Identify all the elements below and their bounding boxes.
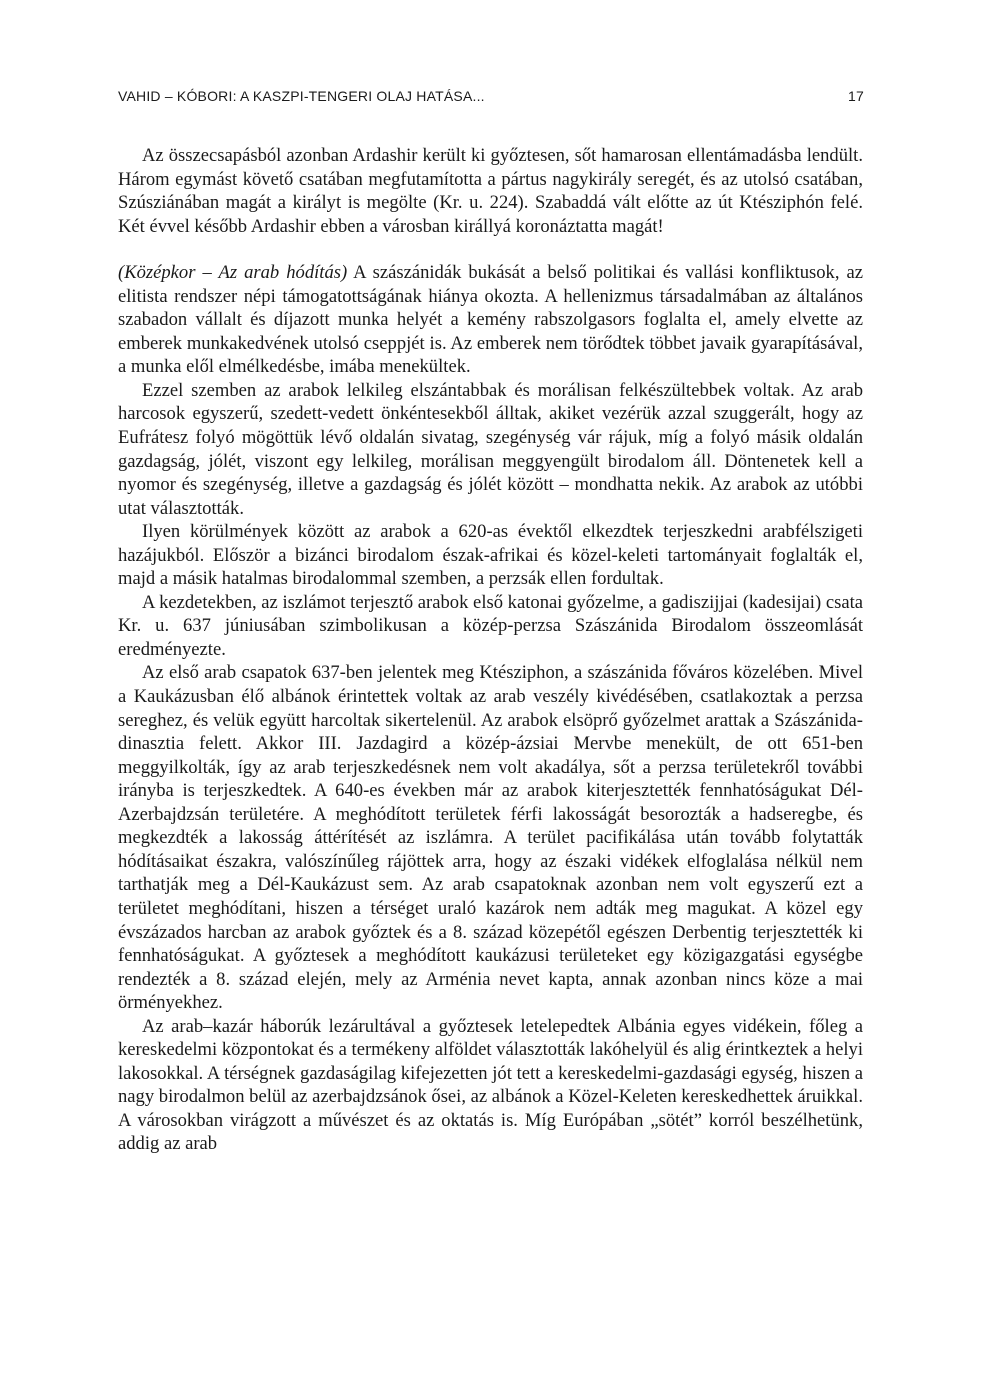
running-title: VAHID – KÓBORI: A KASZPI-TENGERI OLAJ HATÁSA... xyxy=(118,88,485,104)
paragraph: Az összecsapásból azonban Ardashir került ki győztesen, sőt hamarosan ellentámadásba lendült. Három egymást követő csatában megfutamította a pártus nagykirály seregét, és az utolsó csatában, Szúsziánában magát a királyt is megölte (Kr. u. 224). Szabaddá vált előtte az út Ktésziphón felé. Két évvel később Ardashir ebben a városban királlyá koronáztatta magát! xyxy=(118,145,863,237)
paragraph xyxy=(118,261,863,379)
paragraph: Az első arab csapatok 637-ben jelentek meg Ktésziphon, a szászánida főváros közelében. Mivel a Kaukázusban élő albánok érintettek voltak az arab veszély kivédésében, csatlakoztak a perzsa sereghez, és velük együtt harcoltak sikertelenül. Az arabok elsöprő győzelmet arattak a Szászánida-dinasztia felett. Akkor III. Jazdagird a közép-ázsiai Mervbe menekült, de ott 651-ben meggyilkolták, így az arab terjeszkedésnek nem volt akadálya, sőt a perzsa területekről további irányba is terjeszkedtek. A 640-es években már az arabok kiterjesztették fennhatóságukat Dél-Azerbajdzsán területére. A meghódított területek férfi lakosságát besorozták a hadseregbe, és megkezdték a lakosság áttérítését az iszlámra. A terület pacifikálása után tovább folytatták hódításaikat északra, valószínűleg rájöttek arra, hogy az északi vidékek elfoglalása nélkül nem tarthatják meg a Dél-Kaukázust sem. Az arab csapatoknak azonban nem volt egyszerű ezt a területet meghódítani, hiszen a térséget uraló kazárok nem adták meg magukat. A közel egy évszázados harcban az arabok győztek és a 8. század közepétől egészen Derbentig terjesztették ki fennhatóságukat. A győztesek a meghódított kaukázusi területeket egy közigazgatási egységbe rendezték a 8. század elején, mely az Arménia nevet kapta, annak azonban nincs köze a mai örményekhez. xyxy=(118,662,863,1014)
paragraph: Az arab–kazár háborúk lezárultával a győztesek letelepedtek Albánia egyes vidékein, főleg a kereskedelmi központokat és a termékeny alföldet választották lakóhelyül és alig érintkeztek a helyi lakosokkal. A térségnek gazdaságilag kifejezetten jót tett a kereskedelmi-gazdasági egység, hiszen a nagy birodalmon belül az azerbajdzsánok ősei, az albánok a Közel-Keleten kereskedhettek áruikkal. A városokban virágzott a művészet és az oktatás is. Míg Európában „sötét” korról beszélhetünk, addig az arab xyxy=(118,1015,863,1155)
page-number: 17 xyxy=(848,88,864,104)
paragraph: Ilyen körülmények között az arabok a 620-as évektől elkezdtek terjeszkedni arabfélszigeti hazájukból. Először a bizánci birodalom észak-afrikai és közel-keleti tartományait foglalták el, majd a másik hatalmas birodalommal szemben, a perzsák ellen fordultak. xyxy=(118,521,863,590)
paragraph: Ezzel szemben az arabok lelkileg elszántabbak és morálisan felkészültebbek voltak. Az arab harcosok egyszerű, szedett-vedett önkéntesekből álltak, akiket vezérük azzal szuggerált, hogy az Eufrátesz folyó mögöttük lévő oldalán sivatag, szegénység vár rájuk, míg a folyó másik oldalán gazdagság, jólét, viszont egy lelkileg, morálisan meggyengült birodalom áll. Döntenetek kell a nyomor és szegénység, illetve a gazdagság és jólét között – mondhatta nekik. Az arabok az utóbbi utat választották. xyxy=(118,379,863,519)
paragraph: A kezdetekben, az iszlámot terjesztő arabok első katonai győzelme, a gadiszijjai (kadesijai) csata Kr. u. 637 júniusában szimbolikusan a közép-perzsa Szászánida Birodalom összeomlását eredményezte. xyxy=(118,591,863,660)
paragraph-text: A szászánidák bukását a belső politikai és vallási konfliktusok, az elitista rendszer népi támogatottságának hiánya okozta. A hellenizmus társadalmában az általános szabadon vállalt és díjazott munka helyét a kemény rabszolgasors foglalta el, amely elvette az emberek munkakedvének utolsó cseppjét is. Az emberek nem törődtek többet javaik gyarapításával, a munka elől elmélkedésbe, imába menekültek. xyxy=(118,262,863,378)
body-text xyxy=(118,144,863,1156)
section-label: (Középkor – Az arab hódítás) xyxy=(118,262,348,284)
